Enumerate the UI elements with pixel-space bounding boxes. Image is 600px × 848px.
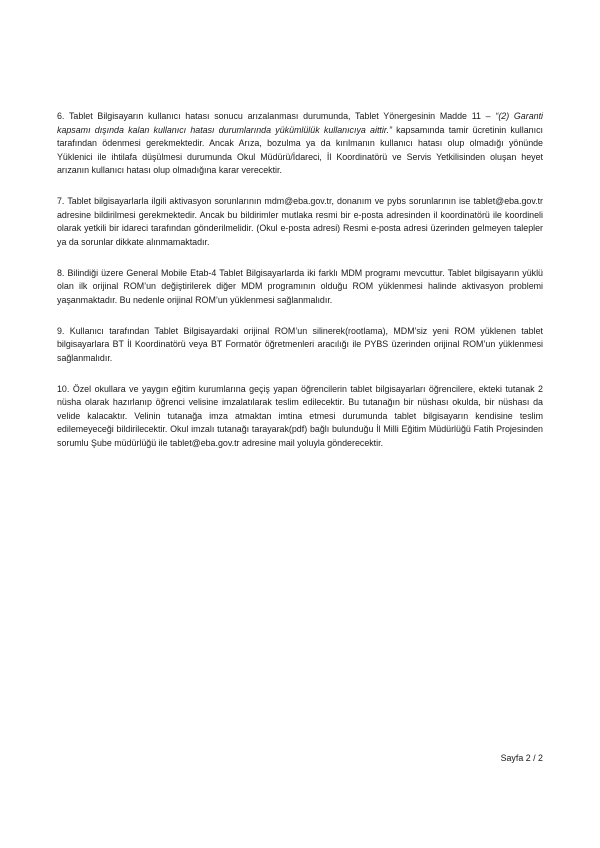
- paragraph-6-text-start: 6. Tablet Bilgisayarın kullanıcı hatası sonucu arızalanması durumunda, Tablet Yönergesinin Madde 11 –: [57, 111, 496, 121]
- paragraph-8: 8. Bilindiği üzere General Mobile Etab-4 Tablet Bilgisayarlarda iki farklı MDM programı mevcuttur. Tablet bilgisayarın yüklü olan ilk orijinal ROM’un değiştirilerek diğer MDM programının olduğu ROM yüklenmesi halinde aktivasyon problemi yaşanmaktadır. Bu nedenle orijinal ROM’un yüklenmesi sağlanmalıdır.: [57, 267, 543, 305]
- paragraph-6: [57, 110, 543, 178]
- paragraph-6-text-end: kapsamında tamir ücretinin kullanıcı tarafından ödenmesi gerekmektedir. Ancak Arıza, bozulma ya da kırılmanın kullanıcı hatası olup olmadığı yönünde Yüklenici ile ihtilafa düşülmesi durumunda Okul Müdürü/İdareci, İl Koordinatörü ve Servis Yetkilisinden oluşan heyet arızanın kullanıcı hatası olup olmadığına karar verecektir.: [57, 124, 543, 175]
- paragraph-10: 10. Özel okullara ve yaygın eğitim kurumlarına geçiş yapan öğrencilerin tablet bilgisayarları öğrencilere, ekteki tutanak 2 nüsha olarak hazırlanıp öğrenci velisine imzalatılarak teslim edilecektir. Bu tutanağın bir nüshası okulda, bir nüshası da velide kalacaktır. Velinin tutanağa imza atmaktan imtina etmesi durumunda tablet bilgisayarın kendisine teslim edilemeyeceği bildirilecektir. Okul imzalı tutanağı tarayarak(pdf) bağlı bulunduğu İl Milli Eğitim Müdürlüğü Fatih Projesinden sorumlu Şube müdürlüğü ile tablet@eba.gov.tr adresine mail yoluyla gönderecektir.: [57, 383, 543, 448]
- page-number: Sayfa 2 / 2: [500, 753, 543, 763]
- paragraph-9: 9. Kullanıcı tarafından Tablet Bilgisayardaki orijinal ROM’un silinerek(rootlama), MDM’siz yeni ROM yüklenen tablet bilgisayarlara BT İl Koordinatörü veya BT Formatör öğretmenleri aracılığı ile PYBS üzerinden orijinal ROM’un yüklenmesi sağlanmalıdır.: [57, 325, 543, 363]
- document-body: [57, 110, 543, 468]
- paragraph-6-quote: “(2) Garanti kapsamı dışında kalan kullanıcı hatası durumlarında yükümlülük kullanıcıya aittir.”: [57, 111, 544, 135]
- paragraph-7: 7. Tablet bilgisayarlarla ilgili aktivasyon sorunlarının mdm@eba.gov.tr, donanım ve pybs sorunlarının ise tablet@eba.gov.tr adresine bildirilmesi gerekmektedir. Ancak bu bildirimler mutlaka resmi bir e-posta adresinden il koordinatörü ile koordineli olarak yetkili bir idareci tarafından gönderilmelidir. (Okul e-posta adresi) Resmi e-posta adresi üzerinden gelmeyen talepler ya da sorunlar dikkate alınmamaktadır.: [57, 196, 543, 247]
